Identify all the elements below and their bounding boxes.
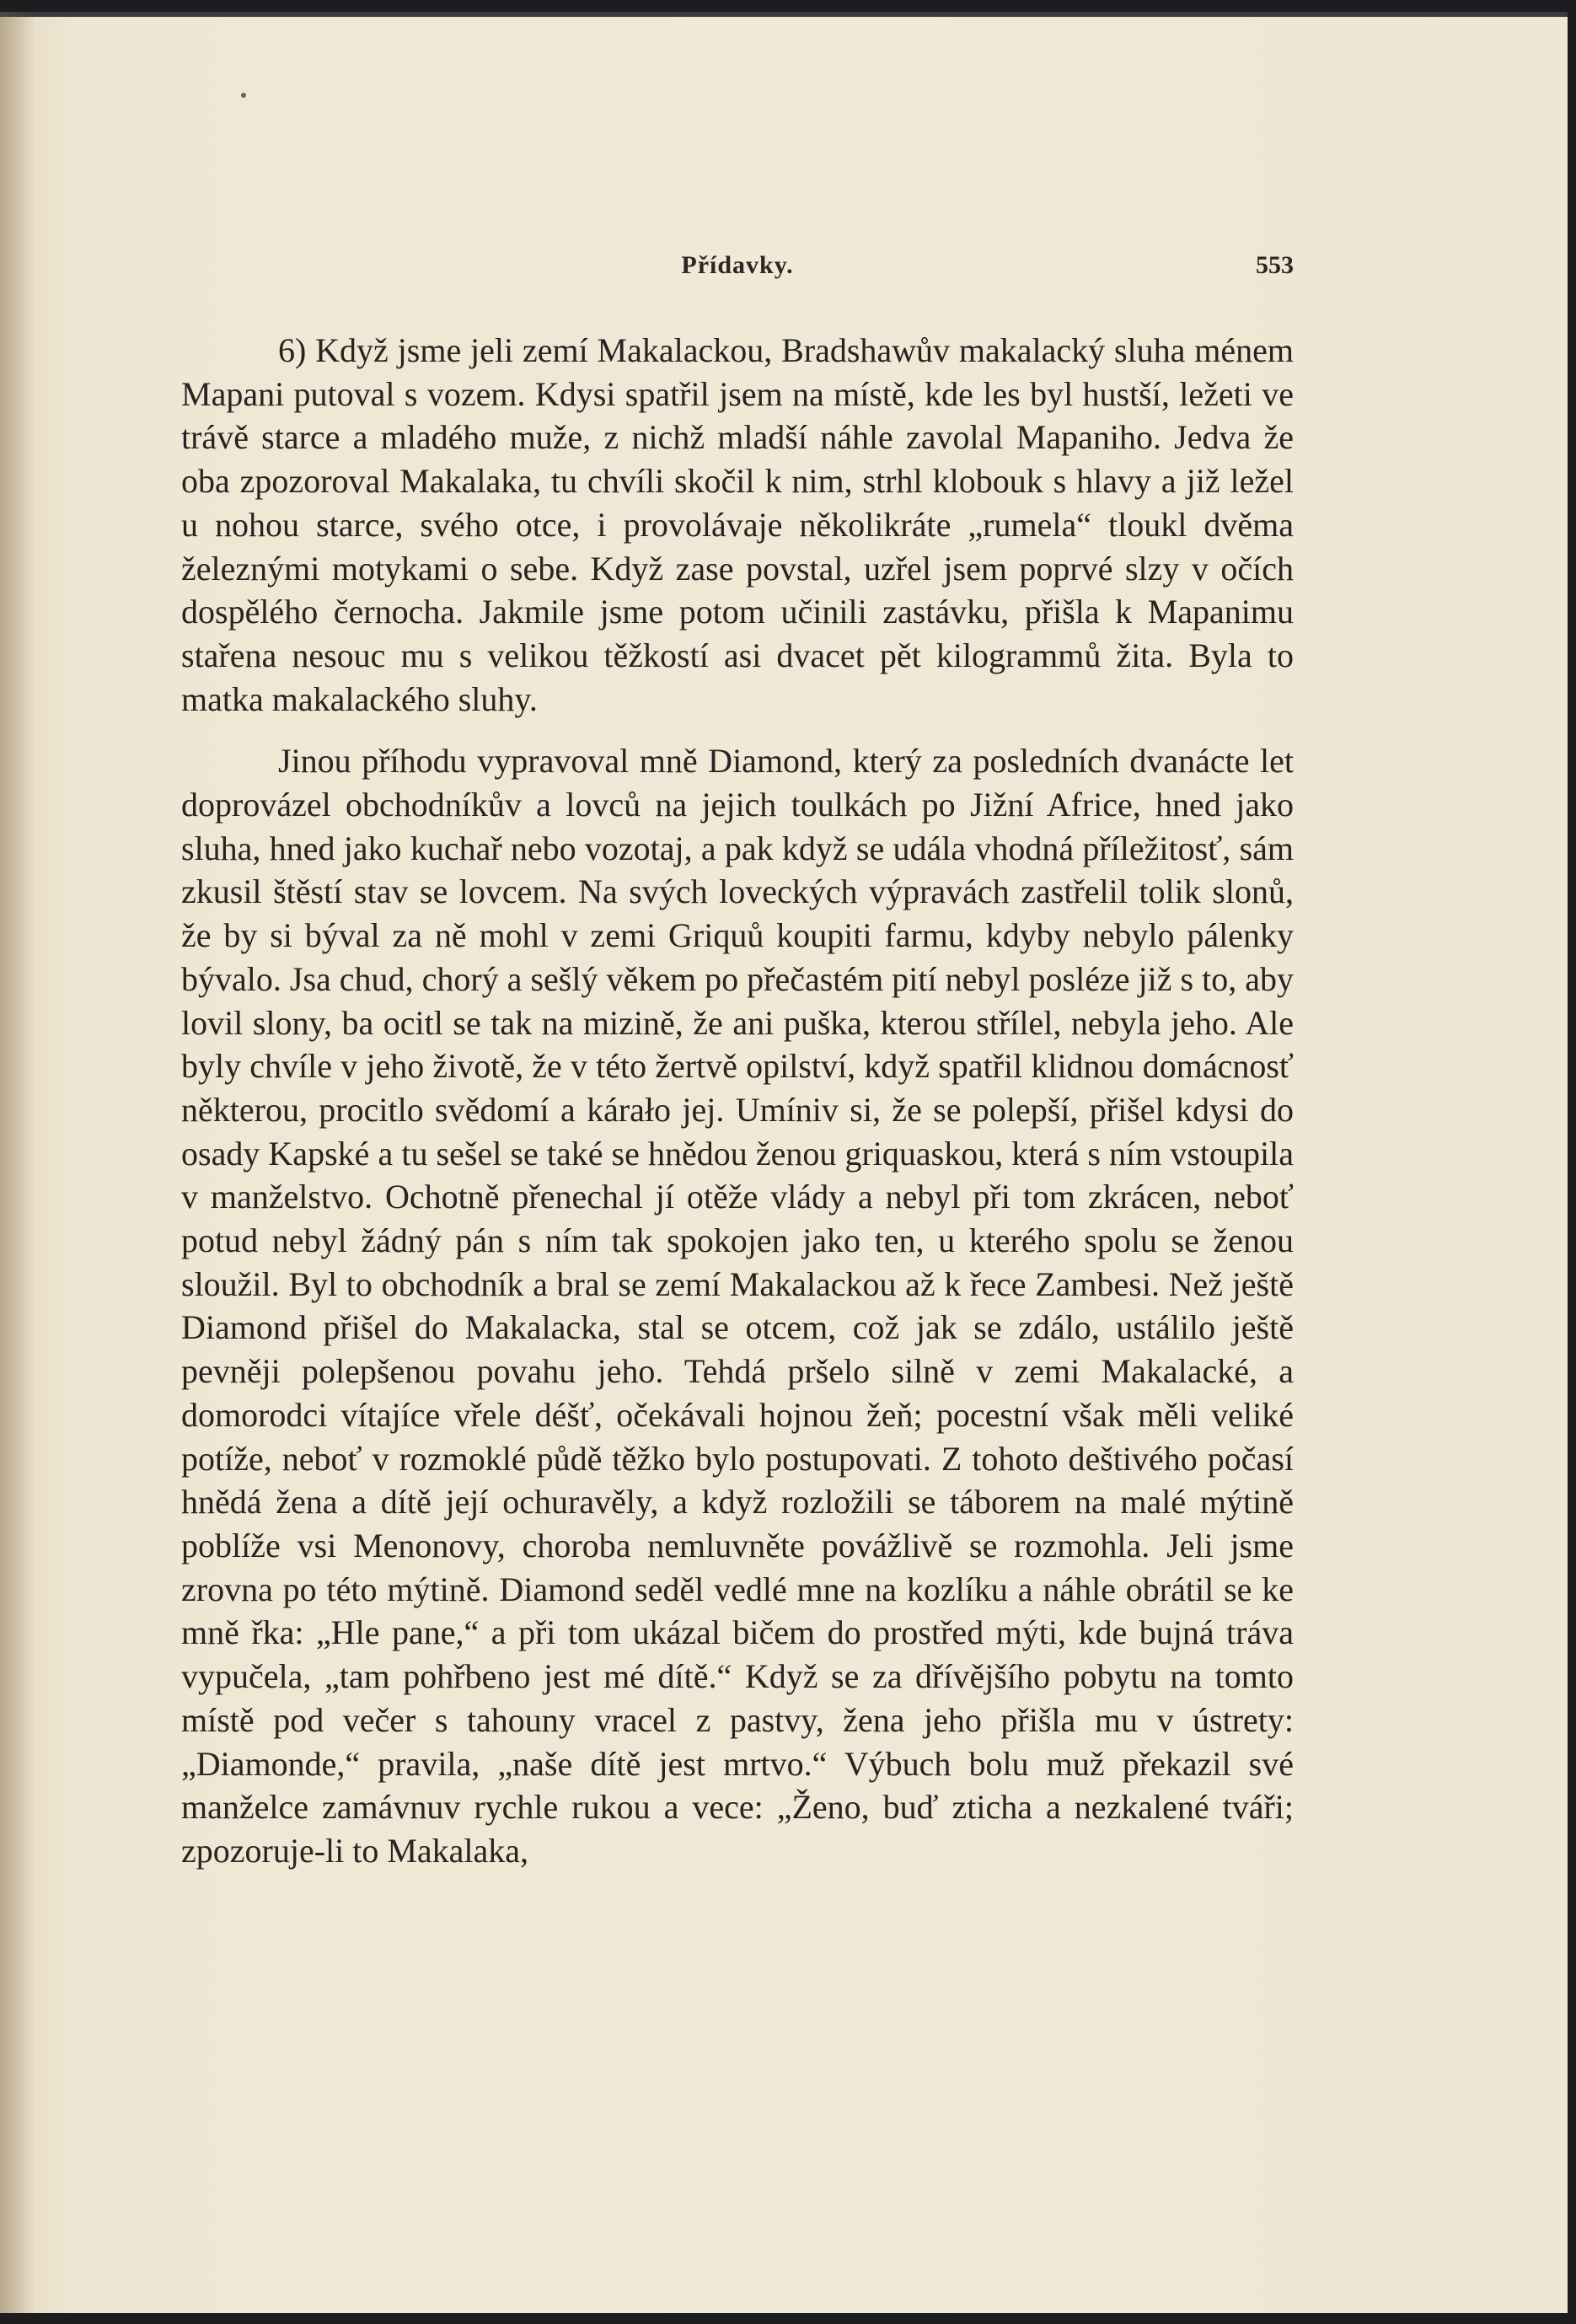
binding-shadow	[0, 12, 35, 2313]
ink-speck	[241, 93, 246, 98]
running-title: Přídavky.	[681, 251, 794, 279]
body-text	[181, 329, 1294, 1873]
paragraph: 6) Když jsme jeli zemí Makalackou, Bradshawův makalacký sluha ménem Mapani putoval s vozem. Kdysi spatřil jsem na místě, kde les byl hustší, ležeti ve trávě starce a mladého muže, z nichž mladší náhle zavolal Mapaniho. Jedva že oba zpozoroval Makalaka, tu chvíli skočil k nim, strhl klobouk s hlavy a již ležel u nohou starce, svého otce, i provolávaje několikráte „rumela“ tloukl dvěma železnými motykami o sebe. Když zase povstal, uzřel jsem poprvé slzy v očích dospělého černocha. Jakmile jsme potom učinili zastávku, přišla k Mapanimu stařena nesouc mu s velikou těžkostí asi dvacet pět kilogrammů žita. Byla to matka makalackého sluhy.	[181, 331, 1294, 718]
page-number: 553	[1256, 251, 1294, 279]
paragraph: Jinou příhodu vypravoval mně Diamond, který za posledních dvanácte let doprovázel obchodníkův a lovců na jejich toulkách po Jižní Africe, hned jako sluha, hned jako kuchař nebo vozotaj, a pak když se udála vhodná příležitosť, sám zkusil štěstí stav se lovcem. Na svých loveckých výpravách zastřelil tolik slonů, že by si býval za ně mohl v zemi Griquů koupiti farmu, kdyby nebylo pálenky bývalo. Jsa chud, chorý a sešlý věkem po přečastém pití nebyl posléze již s to, aby lovil slony, ba ocitl se tak na mizině, že ani puška, kterou střílel, nebyla jeho. Ale byly chvíle v jeho životě, že v této žertvě opilství, když spatřil klidnou domácnosť některou, procitlo svědomí a kárało jej. Umíniv si, že se polepší, přišel kdysi do osady Kapské a tu sešel se také se hnědou ženou griquaskou, která s ním vstoupila v manželstvo. Ochotně přenechal jí otěže vlády a nebyl při tom zkrácen, neboť potud nebyl žádný pán s ním tak spokojen jako ten, u kterého spolu se ženou sloužil. Byl to obchodník a bral se zemí Makalackou až k řece Zambesi. Než ještě Diamond přišel do Makalacka, stal se otcem, což jak se zdálo, ustálilo ještě pevněji polepšenou povahu jeho. Tehdá pršelo silně v zemi Makalacké, a domorodci vítajíce vřele déšť, očekávali hojnou žeň; pocestní však měli veliké potíže, neboť v rozmoklé půdě těžko bylo postupovati. Z tohoto deštivého počasí hnědá žena a dítě její ochuravěly, a když rozložili se táborem na malé mýtině poblíže vsi Menonovy, choroba nemluvněte povážlivě se rozmohla. Jeli jsme zrovna po této mýtině. Diamond seděl vedlé mne na kozlíku a náhle obrátil se ke mně řka: „Hle pane,“ a při tom ukázal bičem do prostřed mýti, kde bujná tráva vypučela, „tam pohřbeno jest mé dítě.“ Když se za dřívějšího pobytu na tomto místě pod večer s tahouny vracel z pastvy, žena jeho přišla mu v ústrety: „Diamonde,“ pravila, „naše dítě jest mrtvo.“ Výbuch bolu muž překazil své manželce zamávnuv rychle rukou a vece: „Ženo, buď zticha a nezkalené tváři; zpozoruje-li to Makalaka,	[181, 742, 1294, 1870]
scan-edge	[0, 12, 1568, 17]
book-page	[0, 12, 1568, 2313]
page-header	[181, 251, 1294, 285]
